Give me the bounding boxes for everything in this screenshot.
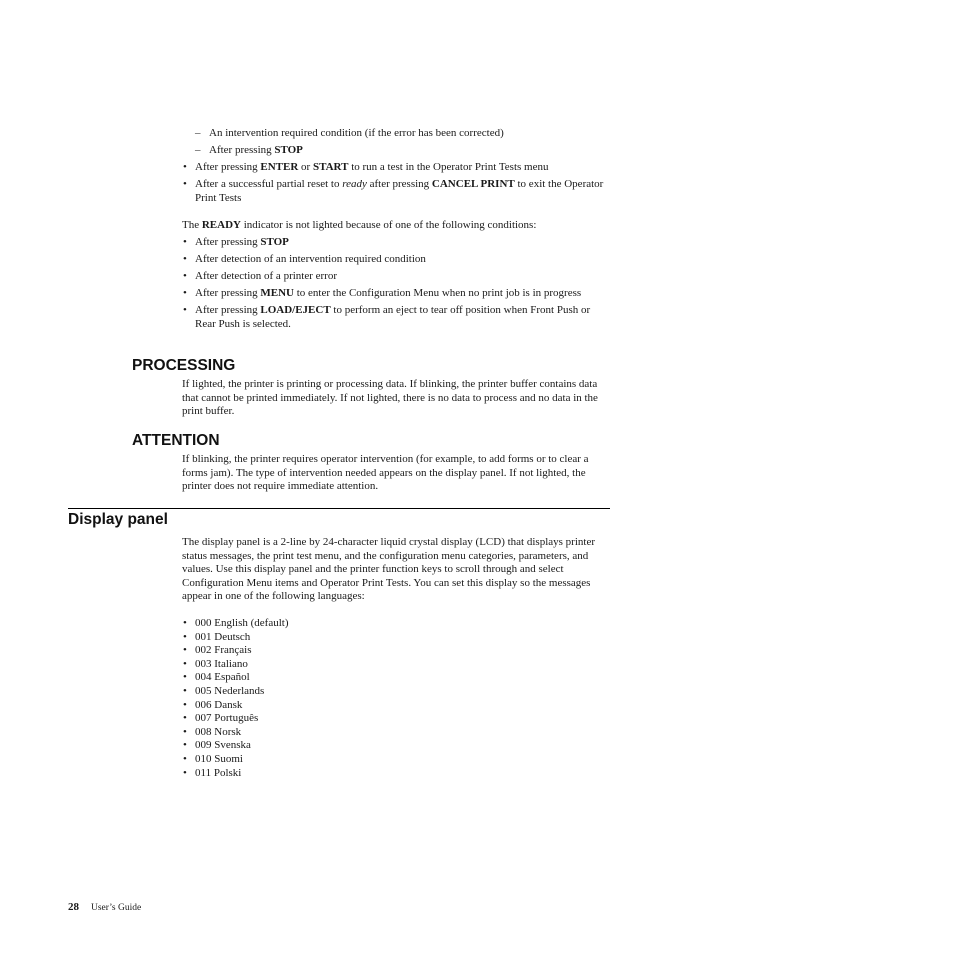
list-item: • After pressing MENU to enter the Configuration Menu when no print job is in progress — [182, 287, 612, 301]
display-panel-heading: Display panel — [68, 511, 168, 528]
language-item: • 009 Svenska — [182, 739, 612, 753]
language-item: • 006 Dansk — [182, 699, 612, 713]
language-item: • 002 Français — [182, 644, 612, 658]
list-item: • After pressing STOP — [182, 236, 612, 250]
processing-heading: PROCESSING — [132, 357, 236, 374]
continued-bullet-list — [182, 161, 612, 209]
attention-heading: ATTENTION — [132, 432, 220, 449]
page-number: 28 — [68, 901, 79, 913]
attention-body: If blinking, the printer requires operator intervention (for example, to add forms or to clear a forms jam). The type of intervention needed appears on the display panel. If not lighted, the printer does not require immediate attention. — [182, 453, 589, 493]
dash-item-stop: – After pressing STOP — [209, 144, 303, 158]
language-item: • 010 Suomi — [182, 753, 612, 767]
list-item: • After a successful partial reset to ready after pressing CANCEL PRINT to exit the Operator Print Tests — [182, 178, 612, 205]
list-item: • After detection of an intervention required condition — [182, 253, 612, 267]
language-item: • 005 Nederlands — [182, 685, 612, 699]
ready-intro: The READY indicator is not lighted because of one of the following conditions: — [182, 219, 537, 231]
ready-condition-list — [182, 236, 612, 335]
dash-item-intervention: – An intervention required condition (if the error has been corrected) — [209, 127, 504, 141]
page-footer — [68, 901, 141, 916]
list-item: • After detection of a printer error — [182, 270, 612, 284]
language-item: • 011 Polski — [182, 767, 612, 781]
list-item: • After pressing LOAD/EJECT to perform an eject to tear off position when Front Push or Rear Push is selected. — [182, 304, 612, 331]
language-item: • 003 Italiano — [182, 658, 612, 672]
language-item: • 004 Español — [182, 671, 612, 685]
display-panel-body: The display panel is a 2-line by 24-character liquid crystal display (LCD) that displays printer status messages, the print test menu, and the configuration menu categories, parameters, and values. Use this display panel and the printer function keys to scroll through and select Configuration Menu items and Operator Print Tests. You can set this display so the messages appear in one of the following languages: — [182, 536, 595, 603]
book-title: User’s Guide — [91, 903, 142, 913]
processing-body: If lighted, the printer is printing or processing data. If blinking, the printer buffer contains data that cannot be printed immediately. If not lighted, there is no data to process and no data in the print buffer. — [182, 378, 598, 418]
language-item: • 007 Português — [182, 712, 612, 726]
language-item: • 000 English (default) — [182, 617, 612, 631]
language-item: • 001 Deutsch — [182, 631, 612, 645]
list-item: • After pressing ENTER or START to run a test in the Operator Print Tests menu — [182, 161, 612, 175]
section-divider — [68, 508, 610, 509]
language-list — [182, 617, 612, 780]
language-item: • 008 Norsk — [182, 726, 612, 740]
